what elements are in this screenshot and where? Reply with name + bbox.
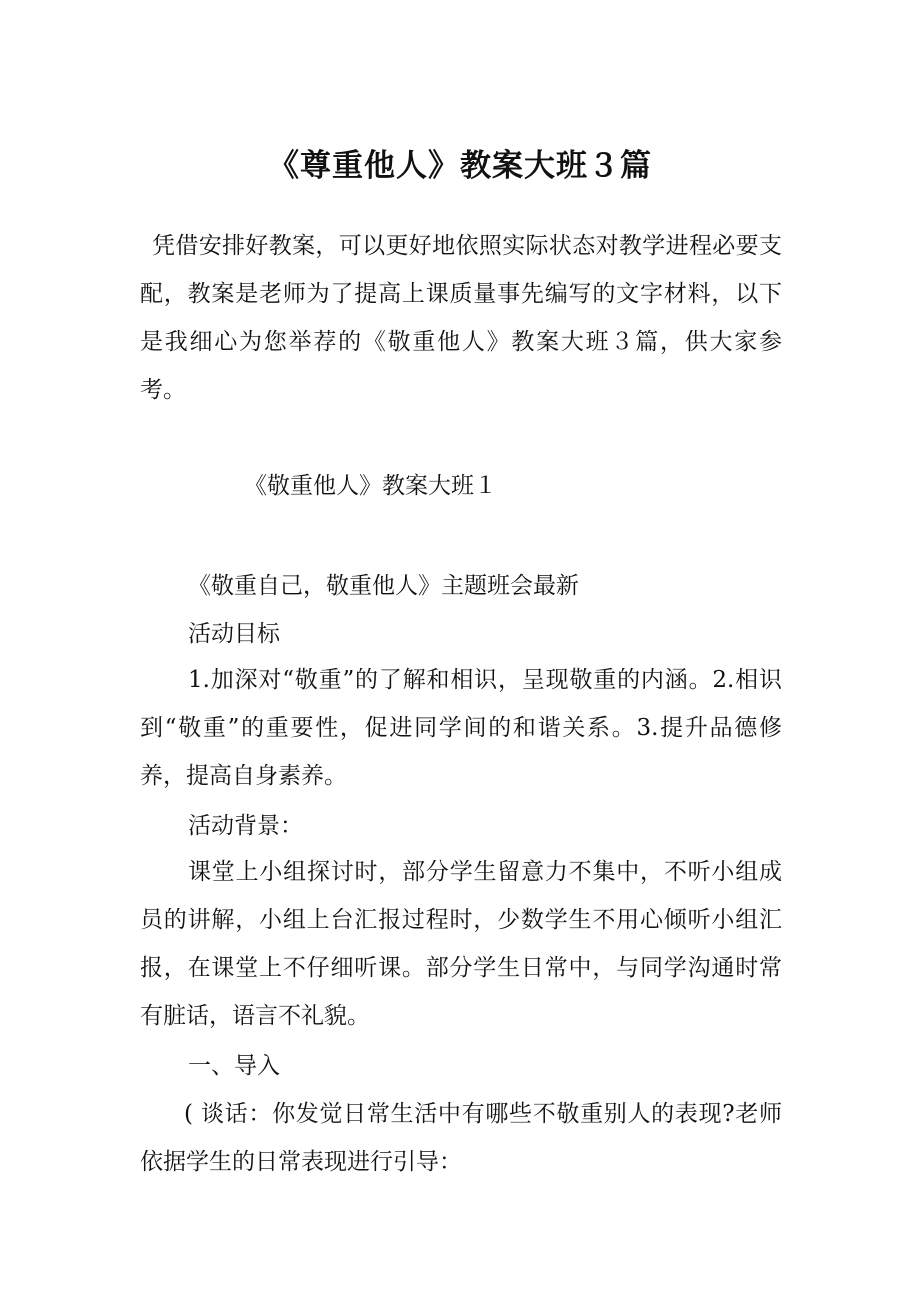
- intro-paragraph: 凭借安排好教案，可以更好地依照实际状态对教学进程必要支配，教案是老师为了提高上课质量事先编写的文字材料，以下是我细心为您举荐的《敬重他人》教案大班３篇，供大家参考。: [140, 233, 782, 403]
- step1-paragraph: ( 谈话：你发觉日常生活中有哪些不敬重别人的表现?老师依据学生的日常表现进行引导：: [140, 1101, 782, 1175]
- document-title: 《尊重他人》教案大班３篇: [268, 148, 652, 184]
- step1-heading: 一、导入: [188, 1053, 280, 1079]
- section-title: 《敬重他人》教案大班１: [244, 473, 497, 499]
- goals-paragraph: 1.加深对“敬重”的了解和相识，呈现敬重的内涵。2.相识到“敬重”的重要性，促进同学间的和谐关系。3.提升品德修养，提高自身素养。: [140, 667, 782, 789]
- theme-line: 《敬重自己，敬重他人》主题班会最新: [188, 573, 579, 599]
- background-paragraph: 课堂上小组探讨时，部分学生留意力不集中，不听小组成员的讲解，小组上台汇报过程时，少数学生不用心倾听小组汇报，在课堂上不仔细听课。部分学生日常中，与同学沟通时常有脏话，语言不礼貌。: [140, 859, 782, 1029]
- background-heading: 活动背景：: [188, 813, 303, 839]
- goals-heading: 活动目标: [188, 621, 280, 647]
